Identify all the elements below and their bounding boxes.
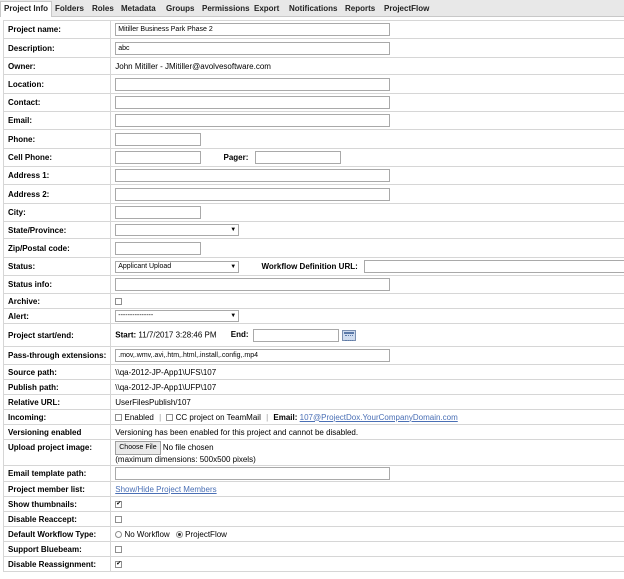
row-status-info — [4, 276, 624, 294]
source-path-value: \\qa-2012-JP-App1\UFS\107 — [111, 365, 624, 380]
alert-select-value: --------------- — [118, 312, 154, 319]
contact-input[interactable] — [115, 96, 390, 109]
pager-label: Pager: — [223, 152, 249, 162]
workflow-url-label: Workflow Definition URL: — [261, 261, 358, 271]
publish-path-value: \\qa-2012-JP-App1\UFP\107 — [111, 380, 624, 395]
workflow-url-input[interactable] — [364, 260, 624, 273]
no-workflow-label: No Workflow — [124, 529, 170, 539]
start-end-label: Project start/end: — [4, 324, 111, 347]
row-upload-image — [4, 440, 624, 466]
city-label: City: — [4, 204, 111, 222]
support-bluebeam-label: Support Bluebeam: — [4, 542, 111, 557]
incoming-cc-checkbox[interactable] — [166, 414, 173, 421]
relative-url-label: Relative URL: — [4, 395, 111, 410]
cell-phone-input[interactable] — [115, 151, 201, 164]
zip-label: Zip/Postal code: — [4, 239, 111, 258]
tab-reports[interactable]: Reports — [345, 4, 376, 13]
row-phone — [4, 130, 624, 149]
choose-file-button[interactable]: Choose File — [115, 441, 160, 455]
row-versioning — [4, 425, 624, 440]
row-archive — [4, 294, 624, 309]
incoming-enabled-checkbox[interactable] — [115, 414, 122, 421]
start-label: Start: — [115, 330, 137, 340]
status-info-input[interactable] — [115, 278, 390, 291]
contact-label: Contact: — [4, 94, 111, 112]
address1-input[interactable] — [115, 169, 390, 182]
incoming-email-label: Email: — [273, 412, 298, 422]
no-workflow-radio[interactable] — [115, 531, 122, 538]
disable-reassignment-checkbox[interactable]: ✔ — [116, 560, 122, 567]
status-select-value: Applicant Upload — [118, 262, 172, 270]
tab-project-info[interactable]: Project Info — [0, 1, 52, 17]
row-start-end — [4, 324, 624, 347]
archive-label: Archive: — [4, 294, 111, 309]
phone-input[interactable] — [115, 133, 201, 146]
row-disable-reassignment — [4, 557, 624, 572]
row-source-path — [4, 365, 624, 380]
row-address1 — [4, 167, 624, 185]
chevron-down-icon: ▼ — [230, 313, 237, 319]
project-name-label: Project name: — [4, 21, 111, 39]
state-select[interactable] — [115, 224, 239, 236]
row-default-workflow — [4, 527, 624, 542]
row-status — [4, 258, 624, 276]
tab-projectflow[interactable]: ProjectFlow — [384, 4, 430, 13]
versioning-label: Versioning enabled — [4, 425, 111, 440]
pass-through-input[interactable]: .mov,.wmv,.avi,.htm,.html,.install,.config,.mp4 — [115, 349, 390, 362]
row-address2 — [4, 185, 624, 204]
email-template-label: Email template path: — [4, 466, 111, 482]
tab-export[interactable]: Export — [254, 4, 280, 13]
row-cell-phone — [4, 149, 624, 167]
city-input[interactable] — [115, 206, 201, 219]
row-project-name — [4, 21, 624, 39]
tab-bar — [0, 0, 624, 17]
incoming-enabled-label: Enabled — [124, 412, 154, 422]
location-input[interactable] — [115, 78, 390, 91]
address1-label: Address 1: — [4, 167, 111, 185]
incoming-label: Incoming: — [4, 410, 111, 425]
incoming-email-link[interactable]: 107@ProjectDox.YourCompanyDomain.com — [299, 412, 458, 422]
default-workflow-label: Default Workflow Type: — [4, 527, 111, 542]
row-location — [4, 75, 624, 94]
tab-metadata[interactable]: Metadata — [121, 4, 156, 13]
project-name-input[interactable]: Mitiller Business Park Phase 2 — [115, 23, 390, 36]
email-input[interactable] — [115, 114, 390, 127]
row-alert — [4, 309, 624, 324]
pass-through-label: Pass-through extensions: — [4, 347, 111, 365]
row-incoming — [4, 410, 624, 425]
disable-reaccept-checkbox[interactable] — [115, 516, 122, 523]
row-owner — [4, 58, 624, 75]
row-support-bluebeam — [4, 542, 624, 557]
zip-input[interactable] — [115, 242, 201, 255]
pager-input[interactable] — [255, 151, 341, 164]
archive-checkbox[interactable] — [115, 298, 122, 305]
row-relative-url — [4, 395, 624, 410]
row-contact — [4, 94, 624, 112]
row-city — [4, 204, 624, 222]
row-zip — [4, 239, 624, 258]
location-label: Location: — [4, 75, 111, 94]
tab-permissions[interactable]: Permissions — [202, 4, 250, 13]
end-label: End: — [230, 330, 249, 340]
separator: | — [266, 412, 269, 422]
projectflow-label: ProjectFlow — [185, 529, 227, 539]
incoming-cc-label: CC project on TeamMail — [175, 412, 261, 422]
versioning-message: Versioning has been enabled for this project and cannot be disabled. — [111, 425, 624, 440]
publish-path-label: Publish path: — [4, 380, 111, 395]
tab-folders[interactable]: Folders — [55, 4, 84, 13]
tab-roles[interactable]: Roles — [92, 4, 114, 13]
disable-reaccept-label: Disable Reaccept: — [4, 512, 111, 527]
tab-notifications[interactable]: Notifications — [289, 4, 338, 13]
row-description — [4, 39, 624, 58]
row-disable-reaccept — [4, 512, 624, 527]
owner-value: John Mitiller - JMitiller@avolvesoftware.com — [111, 58, 624, 75]
phone-label: Phone: — [4, 130, 111, 149]
address2-input[interactable] — [115, 188, 390, 201]
status-label: Status: — [4, 258, 111, 276]
row-email — [4, 112, 624, 130]
status-select[interactable] — [115, 261, 239, 273]
separator: | — [159, 412, 162, 422]
row-publish-path — [4, 380, 624, 395]
projectflow-radio[interactable] — [176, 531, 183, 538]
member-list-label: Project member list: — [4, 482, 111, 497]
alert-select[interactable] — [115, 310, 239, 322]
end-date-input[interactable] — [253, 329, 339, 342]
no-file-text: No file chosen — [162, 443, 214, 453]
owner-label: Owner: — [4, 58, 111, 75]
project-info-form — [3, 20, 624, 572]
row-state — [4, 222, 624, 239]
email-label: Email: — [4, 112, 111, 130]
row-member-list — [4, 482, 624, 497]
cell-phone-label: Cell Phone: — [4, 149, 111, 167]
state-label: State/Province: — [4, 222, 111, 239]
show-thumbnails-checkbox[interactable]: ✔ — [116, 500, 122, 507]
email-template-input[interactable] — [115, 467, 390, 480]
description-label: Description: — [4, 39, 111, 58]
support-bluebeam-checkbox[interactable] — [115, 546, 122, 553]
show-thumbnails-label: Show thumbnails: — [4, 497, 111, 512]
upload-image-label: Upload project image: — [4, 440, 111, 466]
source-path-label: Source path: — [4, 365, 111, 380]
status-info-label: Status info: — [4, 276, 111, 294]
tab-groups[interactable]: Groups — [166, 4, 195, 13]
show-hide-members-link[interactable]: Show/Hide Project Members — [115, 484, 217, 494]
relative-url-value: UserFilesPublish/107 — [111, 395, 624, 410]
row-email-template — [4, 466, 624, 482]
calendar-icon[interactable] — [342, 330, 356, 341]
chevron-down-icon: ▼ — [230, 263, 237, 270]
row-show-thumbnails — [4, 497, 624, 512]
row-pass-through — [4, 347, 624, 365]
start-value: 11/7/2017 3:28:46 PM — [138, 330, 217, 340]
description-input[interactable]: abc — [115, 42, 390, 55]
disable-reassignment-label: Disable Reassignment: — [4, 557, 111, 572]
max-dimensions-text: (maximum dimensions: 500x500 pixels) — [115, 455, 256, 464]
address2-label: Address 2: — [4, 185, 111, 204]
alert-label: Alert: — [4, 309, 111, 324]
chevron-down-icon: ▼ — [230, 227, 237, 233]
